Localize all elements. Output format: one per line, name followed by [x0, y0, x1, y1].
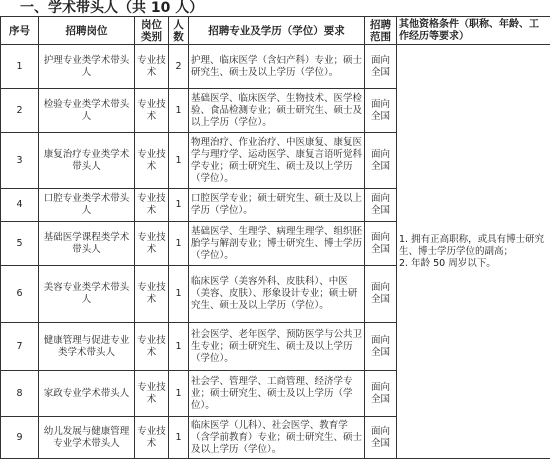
row-scope: 面向全国: [365, 266, 397, 323]
row-no: 9: [1, 417, 39, 459]
row-category: 专业技术: [135, 89, 169, 133]
row-category: 专业技术: [135, 266, 169, 323]
row-scope: 面向全国: [365, 45, 397, 89]
header-category: 岗位类别: [135, 17, 169, 45]
row-scope: 面向全国: [365, 323, 397, 371]
row-position: 康复治疗专业类学术带头人: [39, 133, 135, 189]
row-scope: 面向全国: [365, 417, 397, 459]
condition-line-2: 2. 年龄 50 周岁以下。: [399, 258, 548, 270]
row-category: 专业技术: [135, 371, 169, 417]
row-major: 临床医学（儿科）、社会医学、教育学（含学前教育）专业；硕士研究生、硕士及以上学历（学位）。: [189, 417, 365, 459]
row-count: 1: [169, 189, 189, 222]
row-position: 口腔专业类学术带头人: [39, 189, 135, 222]
row-no: 6: [1, 266, 39, 323]
row-count: 1: [169, 222, 189, 266]
row-scope: 面向全国: [365, 222, 397, 266]
row-major: 基础医学、生理学、病理生理学、组织胚胎学与解剖专业；博士研究生、博士学历（学位）。: [189, 222, 365, 266]
row-major: 社会医学、老年医学、预防医学与公共卫生专业；硕士研究生、硕士及以上学历（学位）。: [189, 323, 365, 371]
header-row: [1, 17, 550, 45]
other-conditions-cell: [397, 45, 550, 459]
row-no: 2: [1, 89, 39, 133]
row-count: 1: [169, 266, 189, 323]
row-category: 专业技术: [135, 189, 169, 222]
row-scope: 面向全国: [365, 371, 397, 417]
condition-line-1: 1. 拥有正高职称，或具有博士研究生、博士学历学位的副高；: [399, 234, 548, 258]
row-position: 基础医学课程类学术带头人: [39, 222, 135, 266]
row-position: 幼儿发展与健康管理专业学术带头人: [39, 417, 135, 459]
row-major: 基础医学、临床医学、生物技术、医学检验、食品检测专业；硕士研究生、硕士及以上学历（学位）。: [189, 89, 365, 133]
row-category: 专业技术: [135, 417, 169, 459]
row-scope: 面向全国: [365, 189, 397, 222]
row-count: 1: [169, 371, 189, 417]
row-no: 1: [1, 45, 39, 89]
row-count: 1: [169, 89, 189, 133]
row-no: 5: [1, 222, 39, 266]
row-position: 护理专业类学术带头人: [39, 45, 135, 89]
header-no: 序号: [1, 17, 39, 45]
row-count: 2: [169, 45, 189, 89]
row-major: 口腔医学专业；硕士研究生、硕士及以上学历（学位）。: [189, 189, 365, 222]
row-major: 社会学、管理学、工商管理、经济学专业；硕士研究生、硕士及以上学历（学位）。: [189, 371, 365, 417]
row-scope: 面向全国: [365, 133, 397, 189]
header-position: 招聘岗位: [39, 17, 135, 45]
header-count: 人数: [169, 17, 189, 45]
row-category: 专业技术: [135, 45, 169, 89]
row-major: 护理、临床医学（含妇产科）专业；硕士研究生、硕士及以上学历（学位）。: [189, 45, 365, 89]
row-category: 专业技术: [135, 133, 169, 189]
row-category: 专业技术: [135, 222, 169, 266]
row-major: 物理治疗、作业治疗、中医康复、康复医学与理疗学、运动医学、康复言语听觉科学专业；硕士研究生、硕士及以上学历（学位）。: [189, 133, 365, 189]
header-other: 其他资格条件（职称、年龄、工作经历等要求）: [397, 17, 550, 45]
recruitment-table: [0, 16, 550, 459]
row-position: 美容专业类学术带头人: [39, 266, 135, 323]
row-count: 1: [169, 417, 189, 459]
row-count: 1: [169, 323, 189, 371]
row-position: 检验专业类学术带头人: [39, 89, 135, 133]
row-scope: 面向全国: [365, 89, 397, 133]
row-position: 健康管理与促进专业类学术带头人: [39, 323, 135, 371]
row-no: 4: [1, 189, 39, 222]
row-no: 8: [1, 371, 39, 417]
section-heading: 一、学术带头人（共 10 人）: [20, 0, 203, 16]
row-category: 专业技术: [135, 323, 169, 371]
header-major: 招聘专业及学历（学位）要求: [189, 17, 365, 45]
row-no: 7: [1, 323, 39, 371]
row-no: 3: [1, 133, 39, 189]
table-row: [1, 45, 550, 89]
header-scope: 招聘范围: [365, 17, 397, 45]
row-count: 1: [169, 133, 189, 189]
row-major: 临床医学（美容外科、皮肤科）、中医（美容、皮肤）、形象设计专业；硕士研究生、硕士及以上学历（学位）。: [189, 266, 365, 323]
row-position: 家政专业学术带头人: [39, 371, 135, 417]
